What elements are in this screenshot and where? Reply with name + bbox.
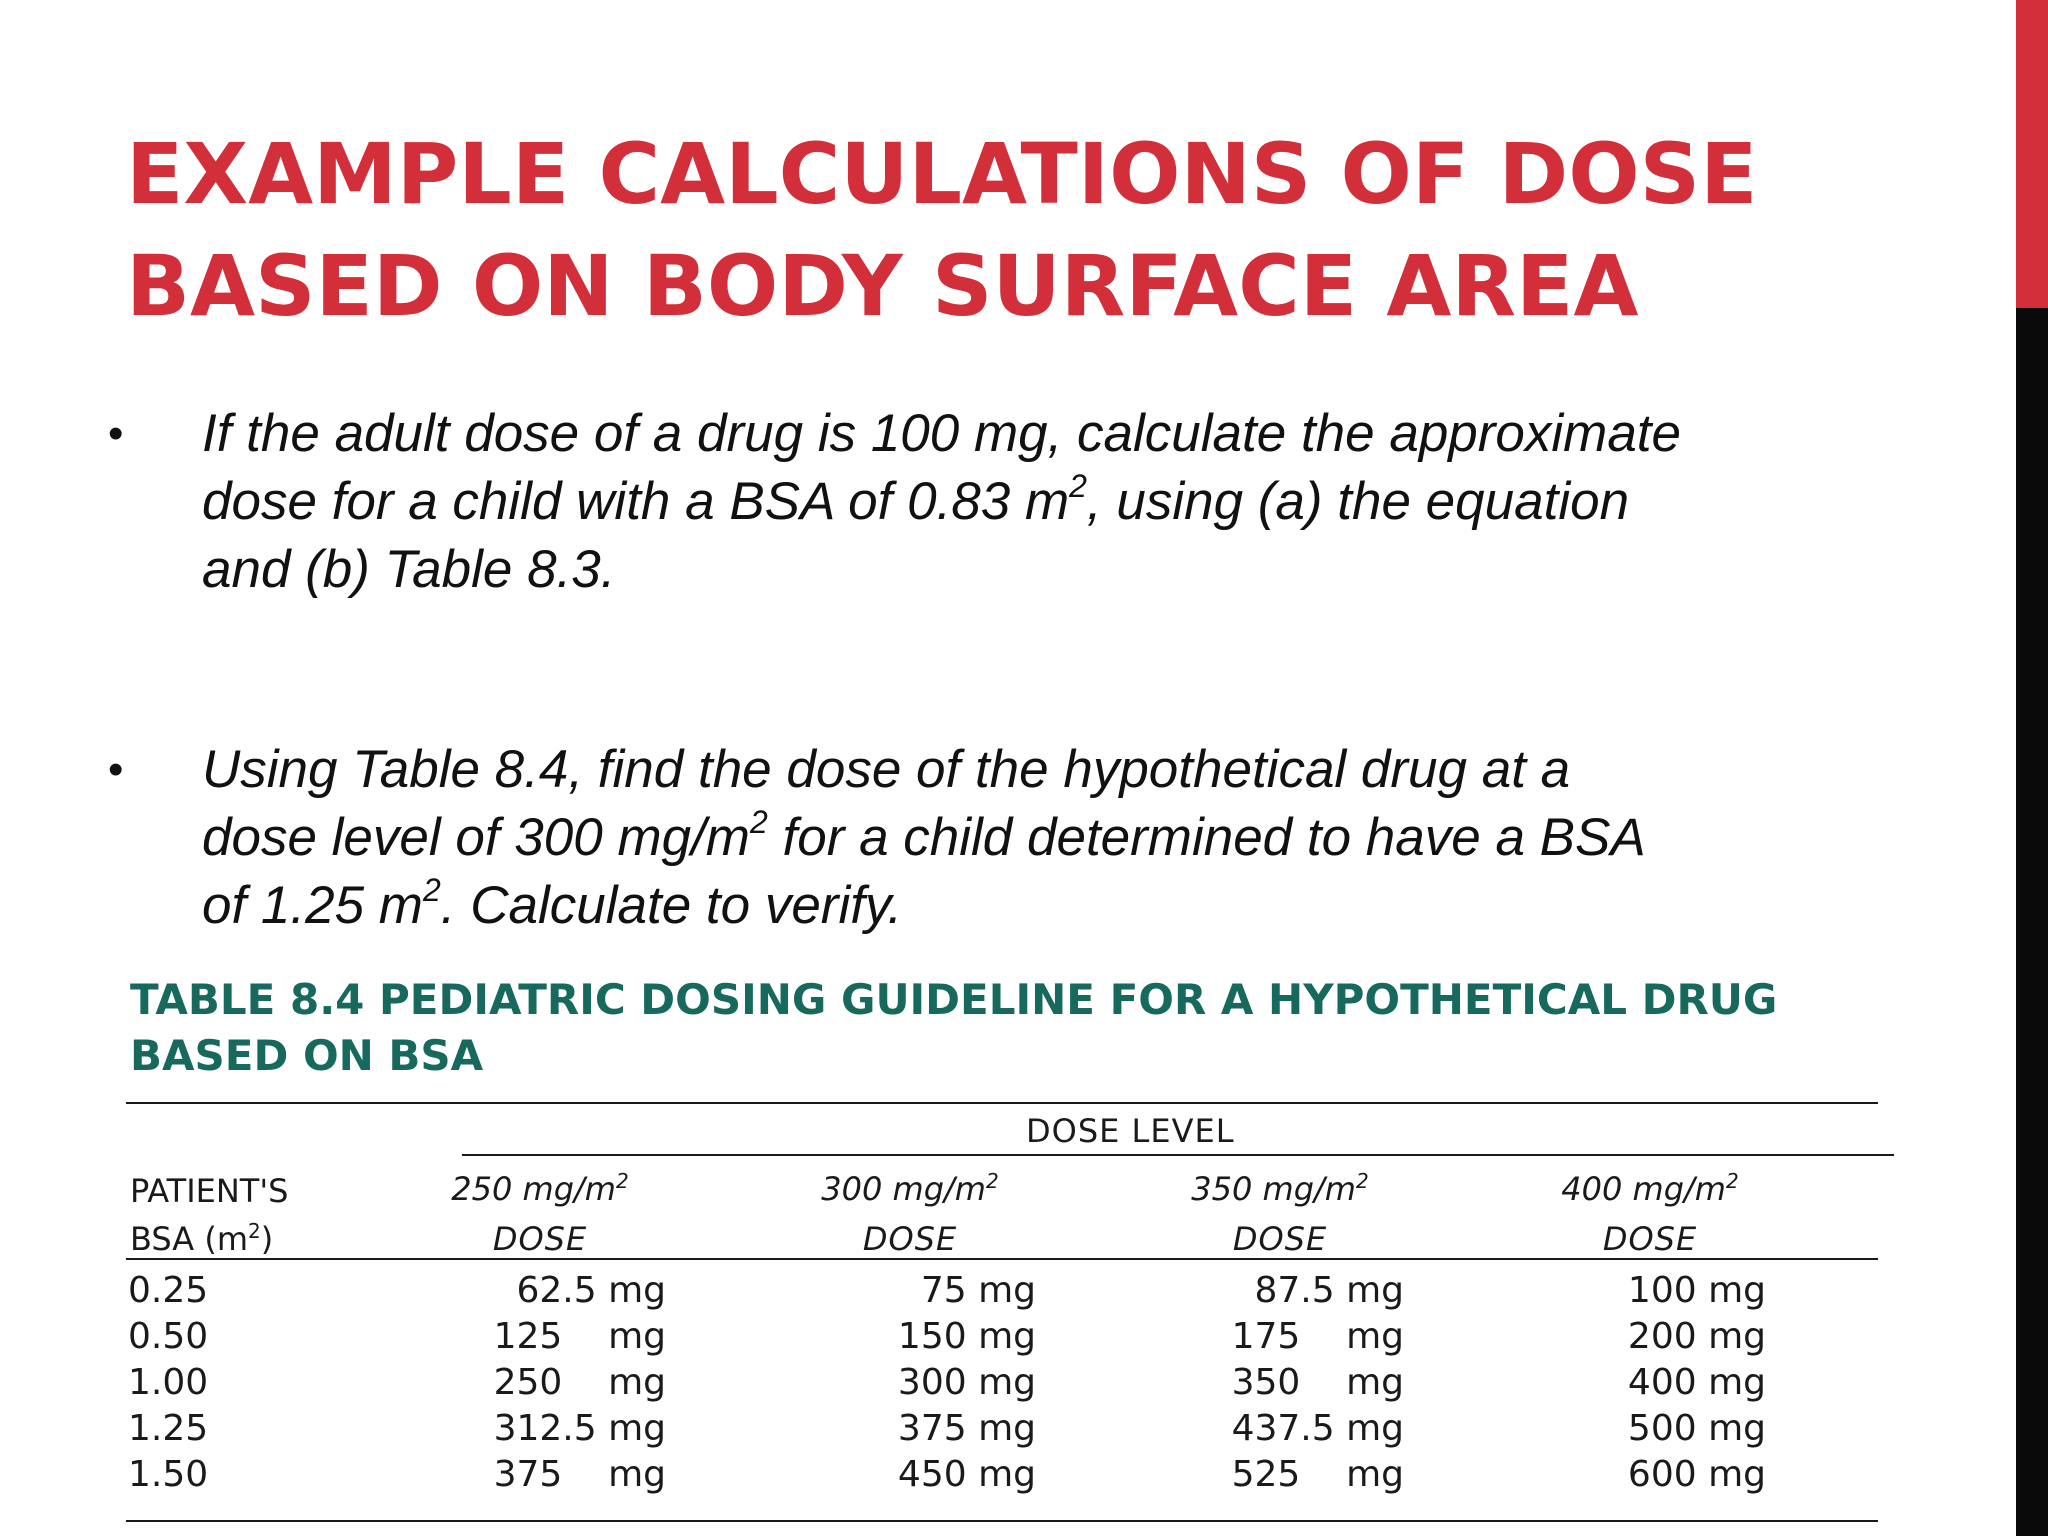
bullet-2-line-3: of 1.25 $m^2$. Calculate to verify. [202,872,903,935]
column-header-350: 350 $mg/m^2$ [1191,1169,1369,1208]
dose-cell: 500 mg [1627,1408,1766,1449]
dose-cell: 350 mg [1231,1362,1404,1403]
column-subheader-dose: DOSE [492,1220,588,1258]
bullet-marker: • [108,409,124,458]
dose-cell: 525 mg [1231,1454,1404,1495]
dose-cell: 400 mg [1627,1362,1766,1403]
dosing-table [126,1102,1878,1522]
table-row [126,1454,1878,1500]
dose-cell: 312.5 mg [493,1408,666,1449]
bullet-1-line-1: If the adult dose of a drug is 100 mg, calculate the approximate [202,404,1682,463]
column-header-300: 300 $mg/m^2$ [821,1169,999,1208]
dose-cell: 75 mg [920,1270,1036,1311]
bullet-item-2 [108,736,1646,940]
bullet-item-1 [108,400,1681,604]
bullet-1-line-3: and (b) Table 8.3. [202,540,616,599]
bsa-cell: 0.50 [128,1316,209,1357]
dose-cell: 375 mg [493,1454,666,1495]
table-row [126,1408,1878,1454]
bsa-header-line-2: BSA $(m^2)$ [130,1219,274,1258]
table-row [126,1270,1878,1316]
bullet-marker: • [108,745,124,794]
table-rule-bottom [126,1520,1878,1522]
table-caption-line-2: BASED ON BSA [130,1031,484,1080]
accent-bar [2016,0,2048,1536]
dose-cell: 375 mg [897,1408,1036,1449]
slide-title-line-1: EXAMPLE CALCULATIONS OF DOSE [126,125,1758,223]
table-caption-line-1: TABLE 8.4 PEDIATRIC DOSING GUIDELINE FOR A HYPOTHETICAL DRUG [130,975,1778,1024]
bsa-cell: 1.00 [128,1362,209,1403]
dose-cell: 300 mg [897,1362,1036,1403]
bullet-text-1 [202,400,1681,604]
dose-cell: 125 mg [493,1316,666,1357]
table-row [126,1362,1878,1408]
slide-title-line-2: BASED ON BODY SURFACE AREA [126,237,1639,335]
column-subheader-dose: DOSE [1602,1220,1698,1258]
table-rule-header [126,1258,1878,1260]
dose-cell: 87.5 mg [1254,1270,1404,1311]
column-header-250: 250 $mg/m^2$ [451,1169,629,1208]
slide-title [126,118,1946,342]
bullet-1-line-2: dose for a child with a BSA of 0.83 $m^2$, using (a) the equation [202,468,1630,531]
bsa-header-line-1: PATIENT'S [130,1172,289,1210]
dose-cell: 437.5 mg [1231,1408,1404,1449]
table-caption [130,972,1878,1084]
column-subheader-dose: DOSE [1232,1220,1328,1258]
table-row [126,1316,1878,1362]
bsa-cell: 1.25 [128,1408,209,1449]
bullet-2-line-2: dose level of 300 $mg/m^2$ for a child determined to have a BSA [202,804,1646,867]
dose-cell: 450 mg [897,1454,1036,1495]
bsa-cell: 0.25 [128,1270,209,1311]
bsa-cell: 1.50 [128,1454,209,1495]
dosing-table-figure [126,972,1878,1495]
dose-cell: 100 mg [1627,1270,1766,1311]
dose-cell: 250 mg [493,1362,666,1403]
dose-cell: 200 mg [1627,1316,1766,1357]
column-subheader-dose: DOSE [862,1220,958,1258]
dose-cell: 175 mg [1231,1316,1404,1357]
dose-level-header: DOSE LEVEL [1026,1112,1235,1150]
accent-bar-red [2016,0,2048,308]
bullet-2-line-1: Using Table 8.4, find the dose of the hypothetical drug at a [202,740,1571,799]
dose-cell: 62.5 mg [516,1270,666,1311]
table-rule-top [126,1102,1878,1104]
dose-cell: 600 mg [1627,1454,1766,1495]
bullet-text-2 [202,736,1646,940]
dose-level-underline [462,1154,1894,1156]
column-header-400: 400 $mg/m^2$ [1561,1169,1739,1208]
dose-cell: 150 mg [897,1316,1036,1357]
